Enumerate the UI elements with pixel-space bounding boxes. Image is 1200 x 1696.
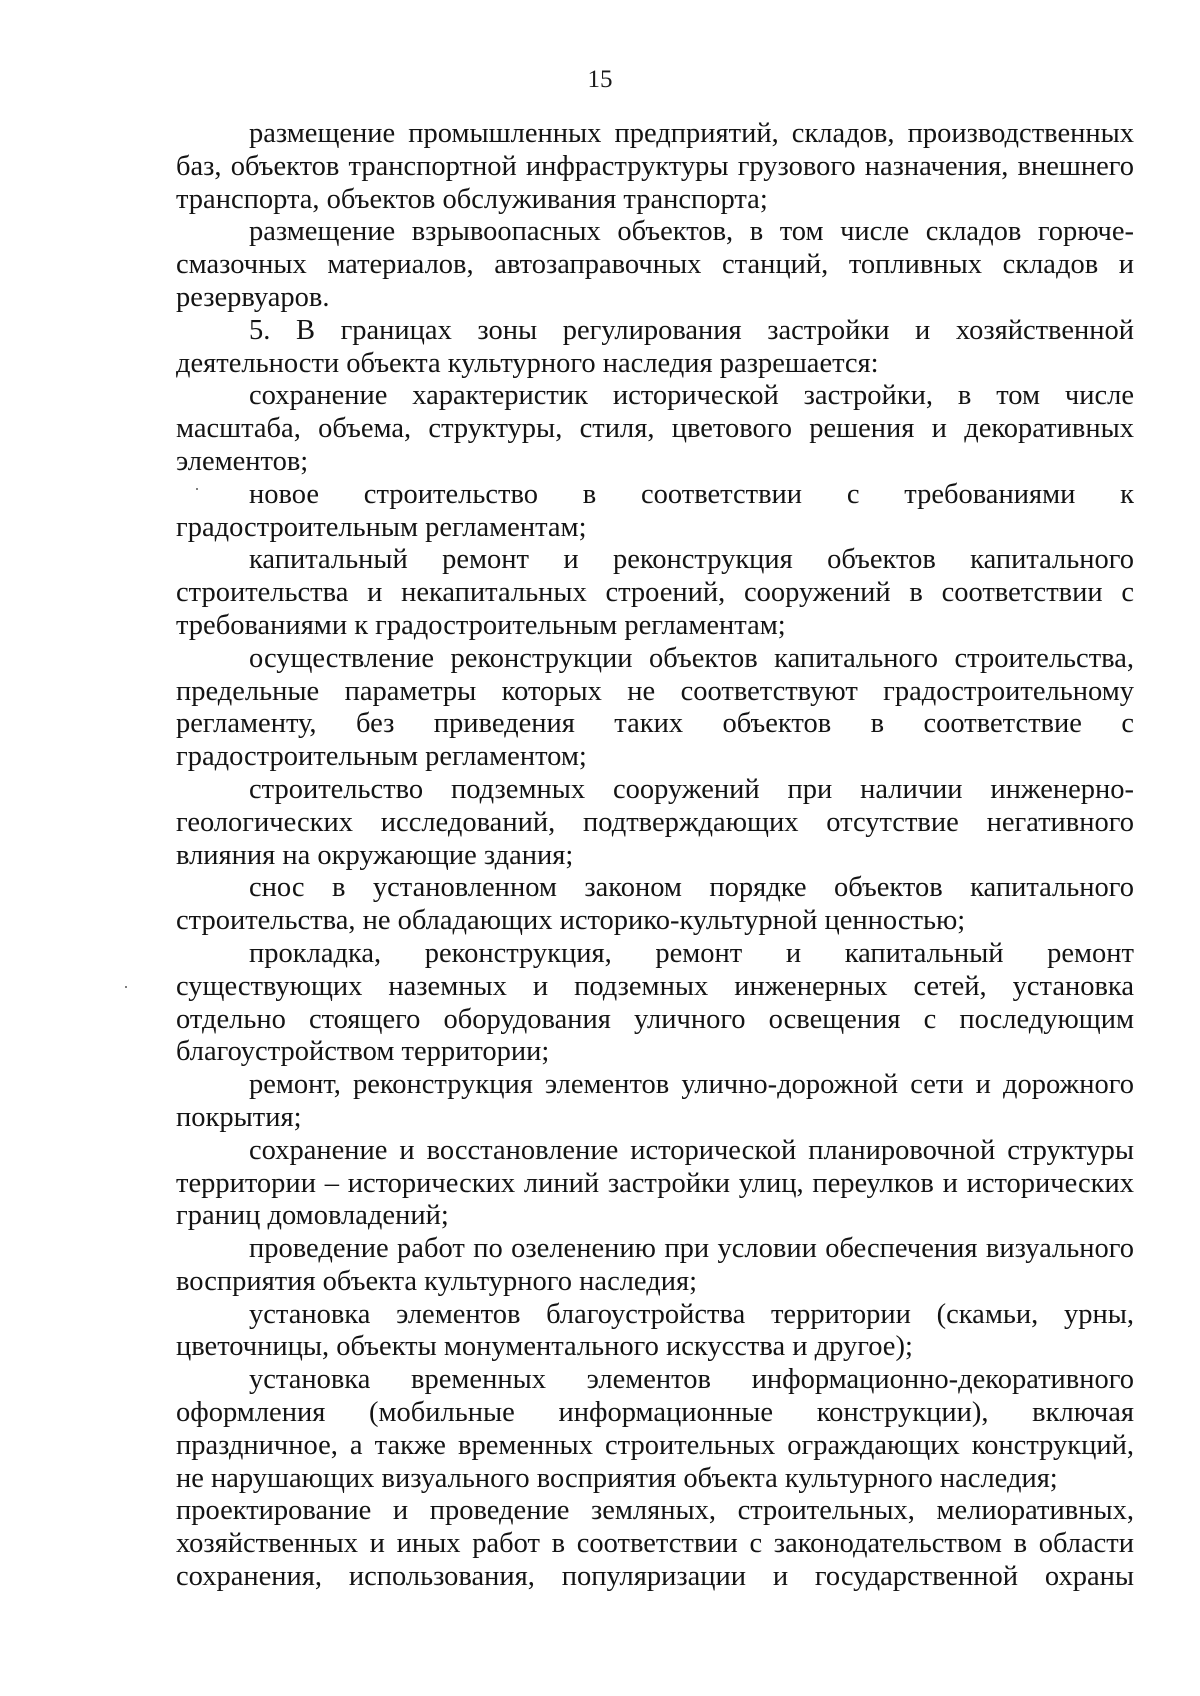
paragraph: размещение взрывоопасных объектов, в том числе складов горюче-смазочных материалов, автозаправочных станций, топливных складов и резервуаров. — [176, 216, 1134, 313]
paragraph: ремонт, реконструкция элементов улично-дорожной сети и дорожного покрытия; — [176, 1069, 1134, 1133]
paragraph: проектирование и проведение земляных, строительных, мелиоративных, хозяйственных и иных работ в соответствии с законодательством в области сохранения, использования, популяризации и государственной охраны — [176, 1495, 1134, 1593]
paragraph: 5. В границах зоны регулирования застройки и хозяйственной деятельности объекта культурного наследия разрешается: — [176, 314, 1134, 379]
paragraph: снос в установленном законом порядке объектов капитального строительства, не обладающих историко-культурной ценностью; — [176, 872, 1134, 937]
paragraph: прокладка, реконструкция, ремонт и капитальный ремонт существующих наземных и подземных инженерных сетей, установка отдельно стоящего оборудования уличного освещения с последующим благоустройством территории; — [176, 937, 1134, 1068]
paragraph: сохранение характеристик исторической застройки, в том числе масштаба, объема, структуры, стиля, цветового решения и декоративных элементов; — [176, 380, 1134, 477]
paragraph: осуществление реконструкции объектов капитального строительства, предельные параметры которых не соответствуют градостроительному регламенту, без приведения таких объектов в соответствие с градостроительным регламентом; — [176, 642, 1134, 773]
document-body — [176, 118, 1134, 1594]
scan-speck — [125, 986, 127, 988]
paragraph: установка элементов благоустройства территории (скамьи, урны, цветочницы, объекты монументального искусства и другое); — [176, 1298, 1134, 1363]
scan-speck — [196, 488, 198, 490]
paragraph: размещение промышленных предприятий, складов, производственных баз, объектов транспортной инфраструктуры грузового назначения, внешнего транспорта, объектов обслуживания транспорта; — [176, 118, 1134, 215]
page-number: 15 — [587, 66, 613, 93]
paragraph: сохранение и восстановление исторической планировочной структуры территории – исторических линий застройки улиц, переулков и исторических границ домовладений; — [176, 1134, 1134, 1232]
paragraph: новое строительство в соответствии с требованиями к градостроительным регламентам; — [176, 478, 1134, 543]
paragraph: проведение работ по озеленению при условии обеспечения визуального восприятия объекта культурного наследия; — [176, 1233, 1134, 1297]
paragraph: установка временных элементов информационно-декоративного оформления (мобильные информационные конструкции), включая праздничное, а также временных строительных ограждающих конструкций, не нарушающих визуального восприятия объекта культурного наследия; — [176, 1364, 1134, 1494]
paragraph: строительство подземных сооружений при наличии инженерно-геологических исследований, подтверждающих отсутствие негативного влияния на окружающие здания; — [176, 773, 1134, 871]
paragraph: капитальный ремонт и реконструкция объектов капитального строительства и некапитальных строений, сооружений в соответствии с требованиями к градостроительным регламентам; — [176, 544, 1134, 641]
